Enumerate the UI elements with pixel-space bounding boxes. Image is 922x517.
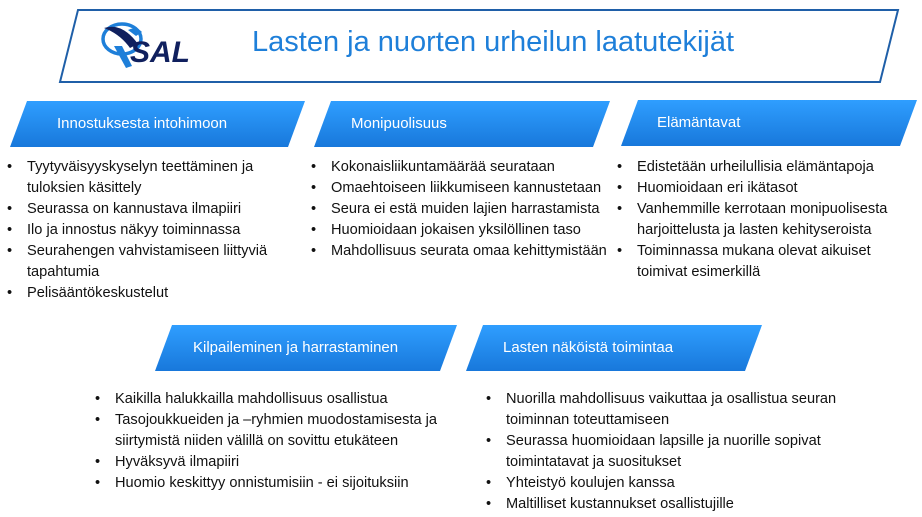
list-item: • Huomioidaan eri ikätasot <box>614 178 914 199</box>
list-item: • Kaikilla halukkailla mahdollisuus osallistua <box>92 389 462 410</box>
list-item: • Seurassa huomioidaan lapsille ja nuorille sopivat toimintatavat ja suositukset <box>483 431 878 473</box>
list-item: • Vanhemmille kerrotaan monipuolisesta harjoittelusta ja lasten kehityseroista <box>614 199 914 241</box>
list-item: • Huomioidaan jokaisen yksilöllinen taso <box>308 220 613 241</box>
section-heading: Elämäntavat <box>657 114 741 131</box>
list-item: • Nuorilla mahdollisuus vaikuttaa ja osallistua seuran toiminnan toteuttamiseen <box>483 389 878 431</box>
section-banner-elamantavat <box>621 100 917 146</box>
sal-logo <box>100 18 220 74</box>
list-item: • Maltilliset kustannukset osallistujille <box>483 494 878 515</box>
list-item: • Omaehtoiseen liikkumiseen kannustetaan <box>308 178 613 199</box>
section-list-kilpaileminen <box>92 389 462 494</box>
section-banner-lasten-nakoista <box>466 325 762 371</box>
sal-logo-text: SAL <box>130 36 190 69</box>
list-item: • Pelisääntökeskustelut <box>4 283 304 304</box>
page-title: Lasten ja nuorten urheilun laatutekijät <box>252 26 735 58</box>
section-heading: Lasten näköistä toimintaa <box>503 339 674 356</box>
section-banner-monipuolisuus <box>314 101 610 147</box>
list-item: • Hyväksyvä ilmapiiri <box>92 452 462 473</box>
list-item: • Tyytyväisyyskyselyn teettäminen ja tuloksien käsittely <box>4 157 304 199</box>
section-list-innostus <box>4 157 304 304</box>
list-item: • Edistetään urheilullisia elämäntapoja <box>614 157 914 178</box>
section-banner-kilpaileminen <box>155 325 457 371</box>
list-item: • Huomio keskittyy onnistumisiin - ei sijoituksiin <box>92 473 462 494</box>
list-item: • Ilo ja innostus näkyy toiminnassa <box>4 220 304 241</box>
list-item: • Seurassa on kannustava ilmapiiri <box>4 199 304 220</box>
section-list-elamantavat <box>614 157 914 283</box>
section-list-lasten-nakoista <box>483 389 878 515</box>
list-item: • Seurahengen vahvistamiseen liittyviä tapahtumia <box>4 241 304 283</box>
list-item: • Mahdollisuus seurata omaa kehittymistään <box>308 241 613 262</box>
list-item: • Yhteistyö koulujen kanssa <box>483 473 878 494</box>
section-heading: Kilpaileminen ja harrastaminen <box>193 339 399 356</box>
section-banner-innostus <box>10 101 305 147</box>
section-heading: Innostuksesta intohimoon <box>57 115 228 132</box>
list-item: • Tasojoukkueiden ja –ryhmien muodostamisesta ja siirtymistä niiden välillä on sovittu etukäteen <box>92 410 462 452</box>
section-list-monipuolisuus <box>308 157 613 262</box>
list-item: • Seura ei estä muiden lajien harrastamista <box>308 199 613 220</box>
list-item: • Toiminnassa mukana olevat aikuiset toimivat esimerkillä <box>614 241 914 283</box>
list-item: • Kokonaisliikuntamäärää seurataan <box>308 157 613 178</box>
section-heading: Monipuolisuus <box>351 115 447 132</box>
